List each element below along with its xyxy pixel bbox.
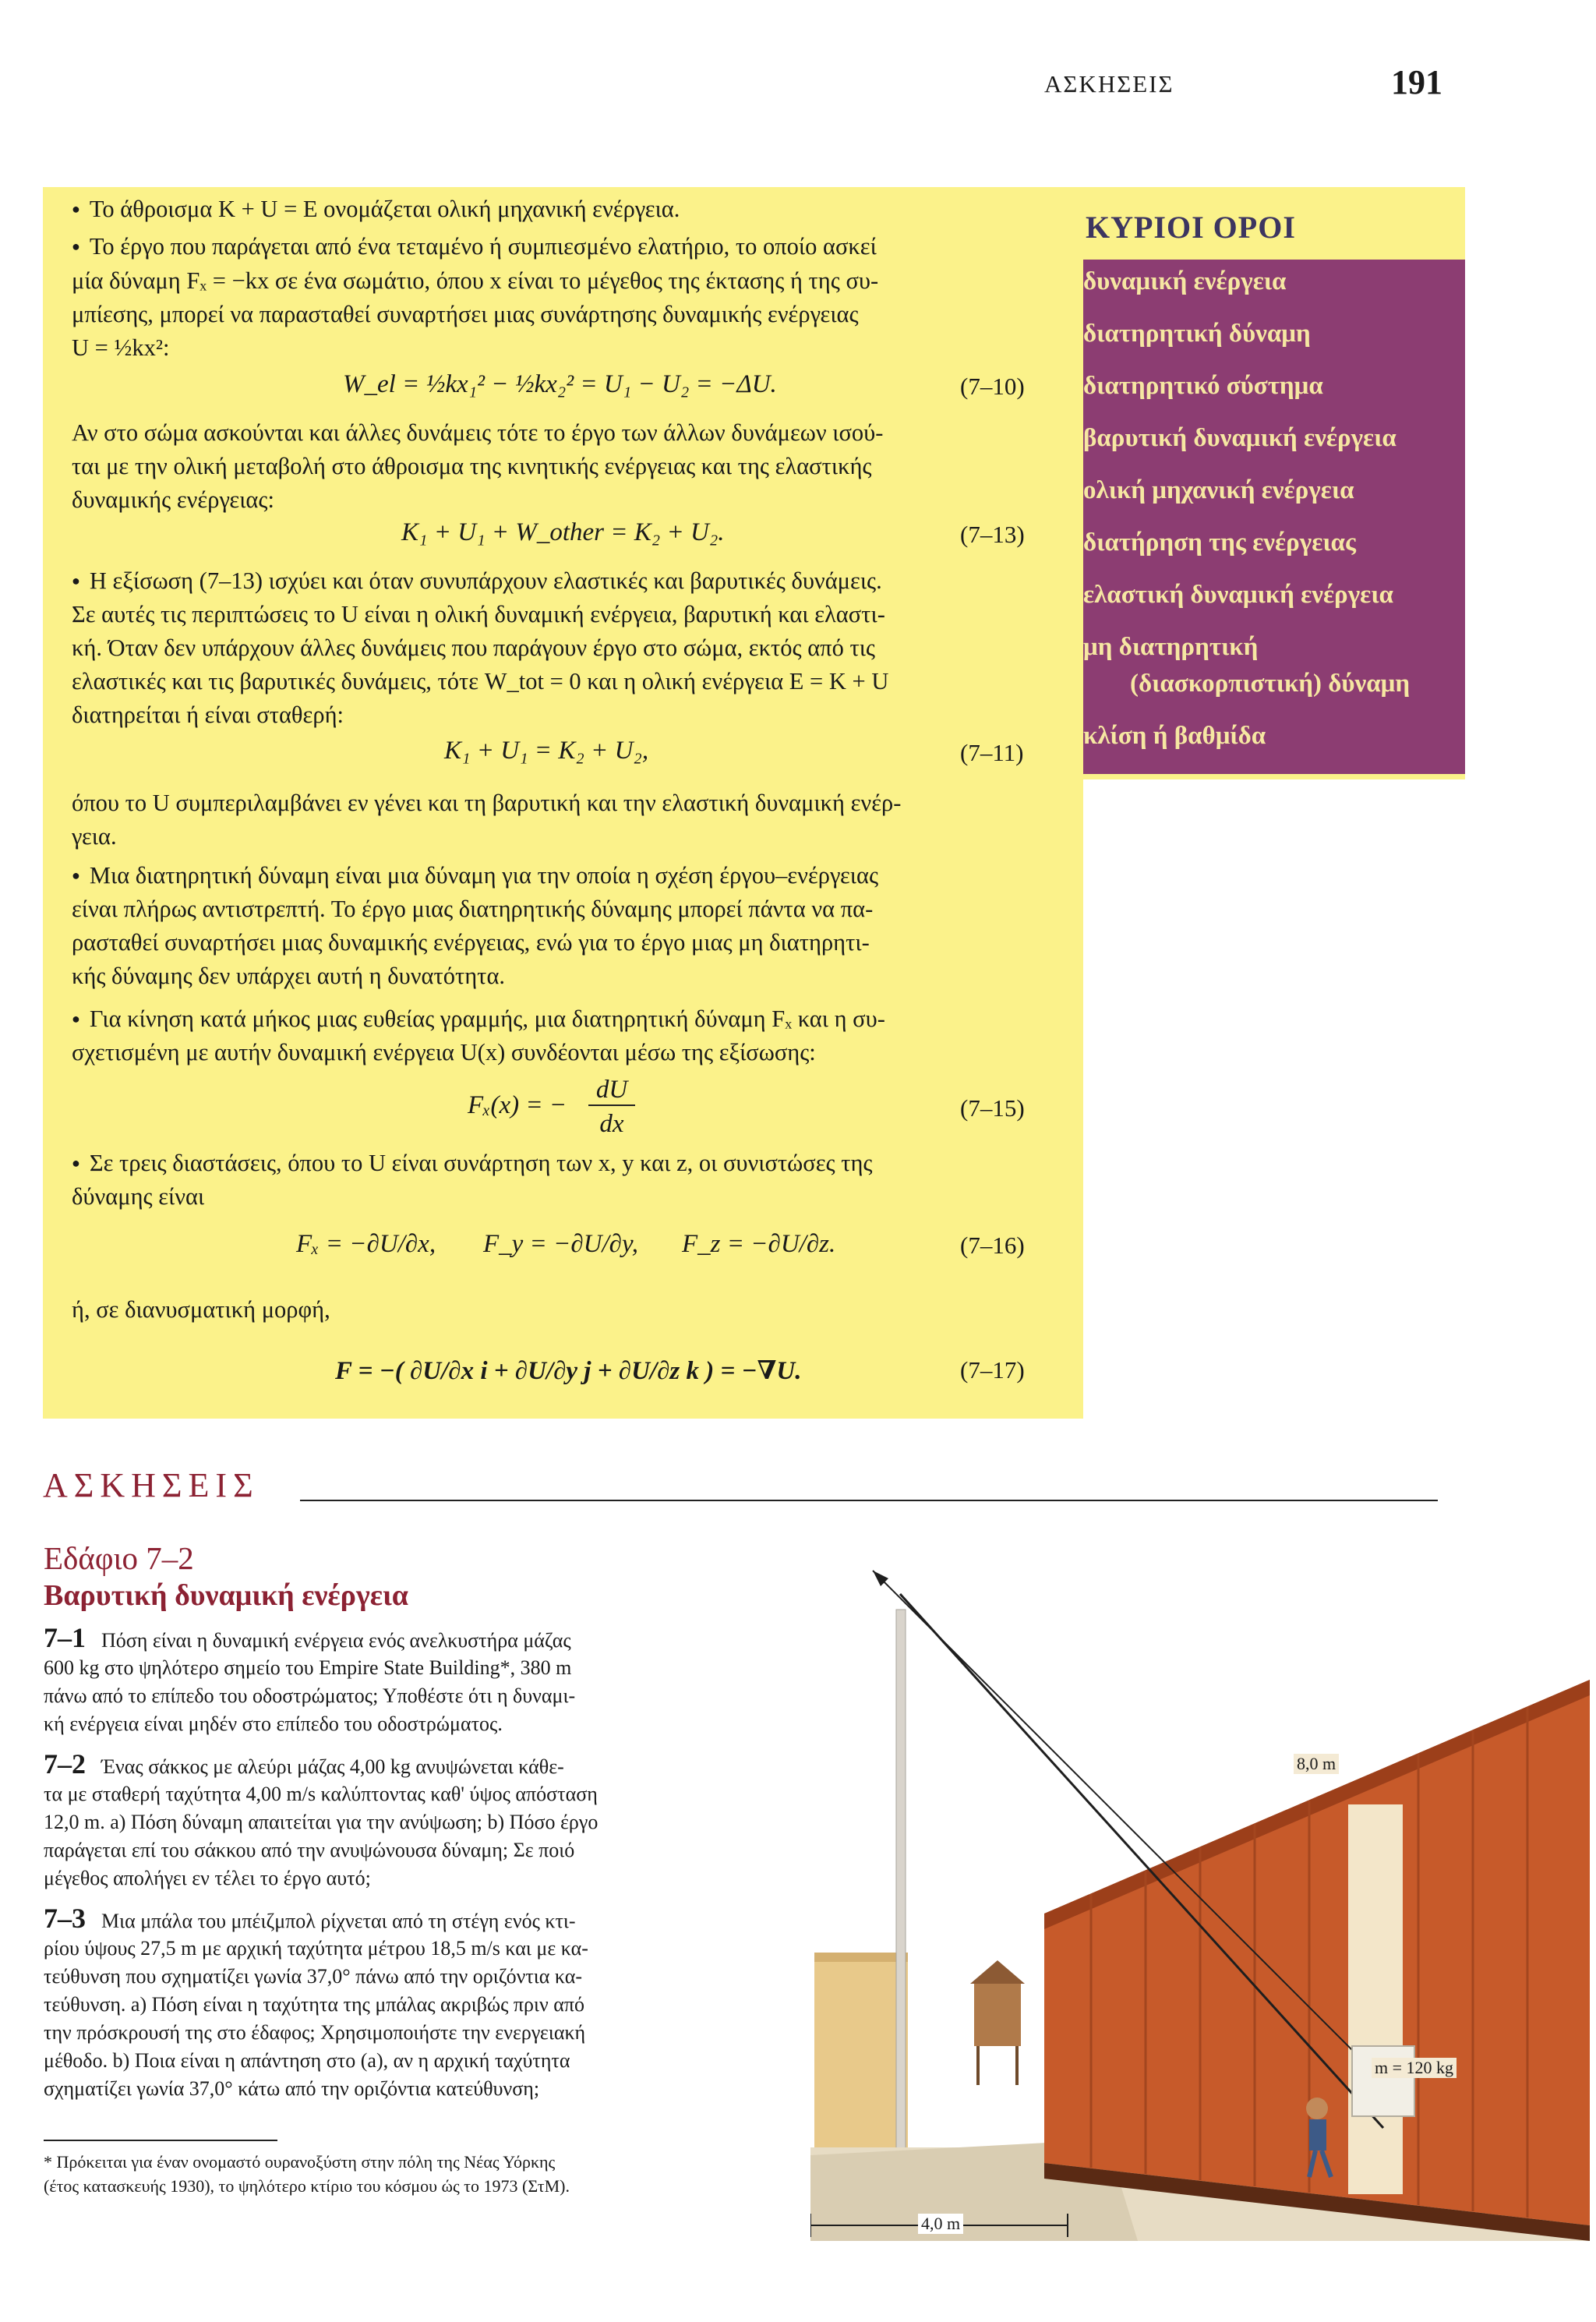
pole-shape (896, 1610, 906, 2155)
key-term: διατηρητική δύναμη (1083, 320, 1311, 348)
exercise-number: 7–2 (44, 1748, 86, 1779)
key-term: διατήρηση της ενέργειας (1083, 528, 1356, 557)
exercises-heading: ΑΣΚΗΣΕΙΣ (43, 1466, 260, 1504)
key-term: βαρυτική δυναμική ενέργεια (1083, 424, 1396, 452)
key-term: διατηρητικό σύστημα (1083, 372, 1323, 400)
equation-7-16-fz: F_z = −∂U/∂z. (682, 1230, 836, 1258)
exercise-number: 7–1 (44, 1622, 86, 1653)
exercise-line: ρίου ύψους 27,5 m με αρχική ταχύτητα μέτρου 18,5 m/s και με κα- (44, 1937, 588, 1960)
equation-number: (7–13) (960, 521, 1025, 548)
summary-line: μία δύναμη Fₓ = −kx σε ένα σωμάτιο, όπου x είναι το μέγεθος της έκτασης ή της συ- (72, 267, 879, 294)
summary-line: ή, σε διανυσματική μορφή, (72, 1296, 330, 1323)
exercise-line: μέθοδο. b) Ποια είναι η απάντηση στο (a), αν η αρχική ταχύτητα (44, 2049, 570, 2072)
summary-line: ελαστικές και τις βαρυτικές δυνάμεις, τότε W_tot = 0 και η ολική ενέργεια E = K + U (72, 668, 889, 694)
summary-line: σχετισμένη με αυτήν δυναμική ενέργεια U(x) συνδέονται μέσω της εξίσωσης: (72, 1039, 816, 1066)
summary-line: ● Το άθροισμα K + U = E ονομάζεται ολική μηχανική ενέργεια. (72, 193, 1036, 228)
distance-label: 4,0 m (918, 2214, 963, 2234)
summary-line: κής δύναμης δεν υπάρχει αυτή η δυνατότητα. (72, 963, 506, 989)
footnote-line: * Πρόκειται για έναν ονομαστό ουρανοξύστη στην πόλη της Νέας Υόρκης (44, 2152, 556, 2172)
equation-7-15-numerator: dU (588, 1076, 635, 1106)
summary-line: ● Η εξίσωση (7–13) ισχύει και όταν συνυπάρχουν ελαστικές και βαρυτικές δυνάμεις. (72, 565, 1036, 600)
summary-line: κή. Όταν δεν υπάρχουν άλλες δυνάμεις που παράγουν έργο στο σώμα, εκτός από τις (72, 634, 875, 661)
summary-line: Σε αυτές τις περιπτώσεις το U είναι η ολική δυναμική ενέργεια, βαρυτική και ελαστι- (72, 601, 885, 627)
person-shape (1306, 2098, 1328, 2119)
equation-number: (7–11) (960, 739, 1024, 766)
equation-7-16-fx: Fₓ = −∂U/∂x, (296, 1230, 436, 1258)
page-number: 191 (1391, 63, 1442, 101)
key-terms-title: ΚΥΡΙΟΙ ΟΡΟΙ (1086, 210, 1296, 245)
equation-7-15-denominator: dx (599, 1110, 624, 1138)
summary-line: δύναμης είναι (72, 1183, 205, 1210)
rope-length-label: 8,0 m (1294, 1754, 1339, 1774)
exercise-7-1-line1 (44, 1624, 714, 1655)
summary-line: Αν στο σώμα ασκούνται και άλλες δυνάμεις τότε το έργο των άλλων δυνάμεων ισού- (72, 419, 884, 446)
exercise-line: τα με σταθερή ταχύτητα 4,00 m/s καλύπτοντας καθ' ύψος απόσταση (44, 1783, 598, 1805)
exercise-7-2-line1 (44, 1750, 714, 1781)
summary-line: δυναμικής ενέργειας: (72, 486, 274, 513)
summary-line: ται με την ολική μεταβολή στο άθροισμα της κινητικής ενέργειας και της ελαστικής (72, 453, 872, 479)
building-shape (814, 1953, 908, 2147)
exercise-line: την πρόσκρουσή της στο έδαφος; Χρησιμοποιήστε την ενεργειακή (44, 2021, 586, 2044)
heading-rule (300, 1500, 1438, 1501)
summary-line: ● Για κίνηση κατά μήκος μιας ευθείας γραμμής, μια διατηρητική δύναμη Fₓ και η συ- (72, 1003, 1036, 1038)
crate-shape (1352, 2046, 1414, 2116)
exercise-line: τεύθυνση που σχηματίζει γωνία 37,0° πάνω από την οριζόντια κα- (44, 1965, 583, 1988)
equation-7-10: W_el = ½kx₁² − ½kx₂² = U₁ − U₂ = −ΔU. (343, 370, 777, 398)
summary-line: ● Το έργο που παράγεται από ένα τεταμένο ή συμπιεσμένο ελατήριο, το οποίο ασκεί (72, 231, 1036, 266)
summary-line: U = ½kx²: (72, 334, 170, 361)
exercise-line: 12,0 m. a) Πόση δύναμη απαιτείται για την ανύψωση; b) Πόσο έργο (44, 1811, 598, 1833)
summary-line: ● Σε τρεις διαστάσεις, όπου το U είναι συνάρτηση των x, y και z, οι συνιστώσες της (72, 1147, 1036, 1182)
key-term: δυναμική ενέργεια (1083, 267, 1287, 295)
exercise-text: Μια μπάλα του μπέιζμπολ ρίχνεται από τη στέγη ενός κτι- (101, 1910, 576, 1932)
footnote-line: (έτος κατασκευής 1930), το ψηλότερο κτίριο του κόσμου ώς το 1973 (ΣτΜ). (44, 2176, 570, 2196)
equation-number: (7–17) (960, 1356, 1025, 1384)
exercise-line: σχηματίζει γωνία 37,0° κάτω από την οριζόντια κατεύθυνση; (44, 2077, 540, 2100)
summary-line: ● Μια διατηρητική δύναμη είναι μια δύναμη για την οποία η σχέση έργου–ενέργειας (72, 860, 1036, 895)
equation-7-11: K₁ + U₁ = K₂ + U₂, (444, 737, 649, 765)
summary-line: όπου το U συμπεριλαμβάνει εν γένει και τη βαρυτική και την ελαστική δυναμική ενέρ- (72, 790, 902, 816)
equation-number: (7–15) (960, 1094, 1025, 1122)
key-term: ελαστική δυναμική ενέργεια (1083, 581, 1393, 609)
summary-line: διατηρείται ή είναι σταθερή: (72, 702, 344, 728)
key-term: κλίση ή βαθμίδα (1083, 722, 1266, 750)
summary-line: ρασταθεί συναρτήσει μιας δυναμικής ενέργειας, ενώ για το έργο μιας μη διατηρητι- (72, 929, 870, 956)
mass-label: m = 120 kg (1372, 2058, 1457, 2078)
exercise-line: παράγεται επί του σάκκου από την ανυψώνουσα δύναμη; Σε ποιό (44, 1839, 575, 1861)
exercise-line: 600 kg στο ψηλότερο σημείο του Empire State Building*, 380 m (44, 1656, 572, 1679)
figure-illustration (810, 1547, 1590, 2241)
key-term: ολική μηχανική ενέργεια (1083, 476, 1354, 504)
running-header: ΑΣΚΗΣΕΙΣ (1044, 70, 1174, 97)
equation-number: (7–16) (960, 1232, 1025, 1259)
key-terms-list (1083, 260, 1465, 774)
exercise-text: Ένας σάκκος με αλεύρι μάζας 4,00 kg ανυψώνεται κάθε- (101, 1755, 564, 1778)
section-title: Βαρυτική δυναμική ενέργεια (44, 1579, 409, 1612)
exercise-line: τεύθυνση. a) Πόση είναι η ταχύτητα της μπάλας ακριβώς πριν από (44, 1993, 584, 2016)
equation-7-16-fy: F_y = −∂U/∂y, (483, 1230, 639, 1258)
summary-line: γεια. (72, 823, 117, 850)
exercise-7-3-line1 (44, 1904, 714, 1935)
summary-line: μπίεσης, μπορεί να παρασταθεί συναρτήσει μιας συνάρτησης δυναμικής ενέργειας (72, 301, 859, 327)
section-label: Εδάφιο 7–2 (44, 1540, 194, 1576)
equation-7-15-lhs: Fₓ(x) = − (468, 1091, 567, 1119)
exercise-number: 7–3 (44, 1903, 86, 1934)
water-tower-shape (974, 1984, 1021, 2046)
equation-7-13: K₁ + U₁ + W_other = K₂ + U₂. (401, 518, 725, 546)
footnote-rule (44, 2140, 277, 2141)
equation-number: (7–10) (960, 373, 1025, 400)
exercise-line: πάνω από το επίπεδο του οδοστρώματος; Υποθέστε ότι η δυναμι- (44, 1684, 576, 1707)
equation-7-17: F = −( ∂U/∂x i + ∂U/∂y j + ∂U/∂z k ) = −∇U. (335, 1357, 802, 1385)
key-term: (διασκορπιστική) δύναμη (1130, 670, 1411, 698)
exercise-text: Πόση είναι η δυναμική ενέργεια ενός ανελκυστήρα μάζας (101, 1629, 571, 1652)
exercise-line: μέγεθος απολήγει εν τέλει το έργο αυτό; (44, 1867, 371, 1889)
footnote (44, 2150, 714, 2198)
figure-7-23 (810, 1547, 1590, 2241)
exercise-line: κή ενέργεια είναι μηδέν στο επίπεδο του οδοστρώματος. (44, 1712, 503, 1735)
summary-line: είναι πλήρως αντιστρεπτή. Το έργο μιας διατηρητικής δύναμης μπορεί πάντα να πα- (72, 896, 874, 922)
key-term: μη διατηρητική (1083, 633, 1259, 661)
